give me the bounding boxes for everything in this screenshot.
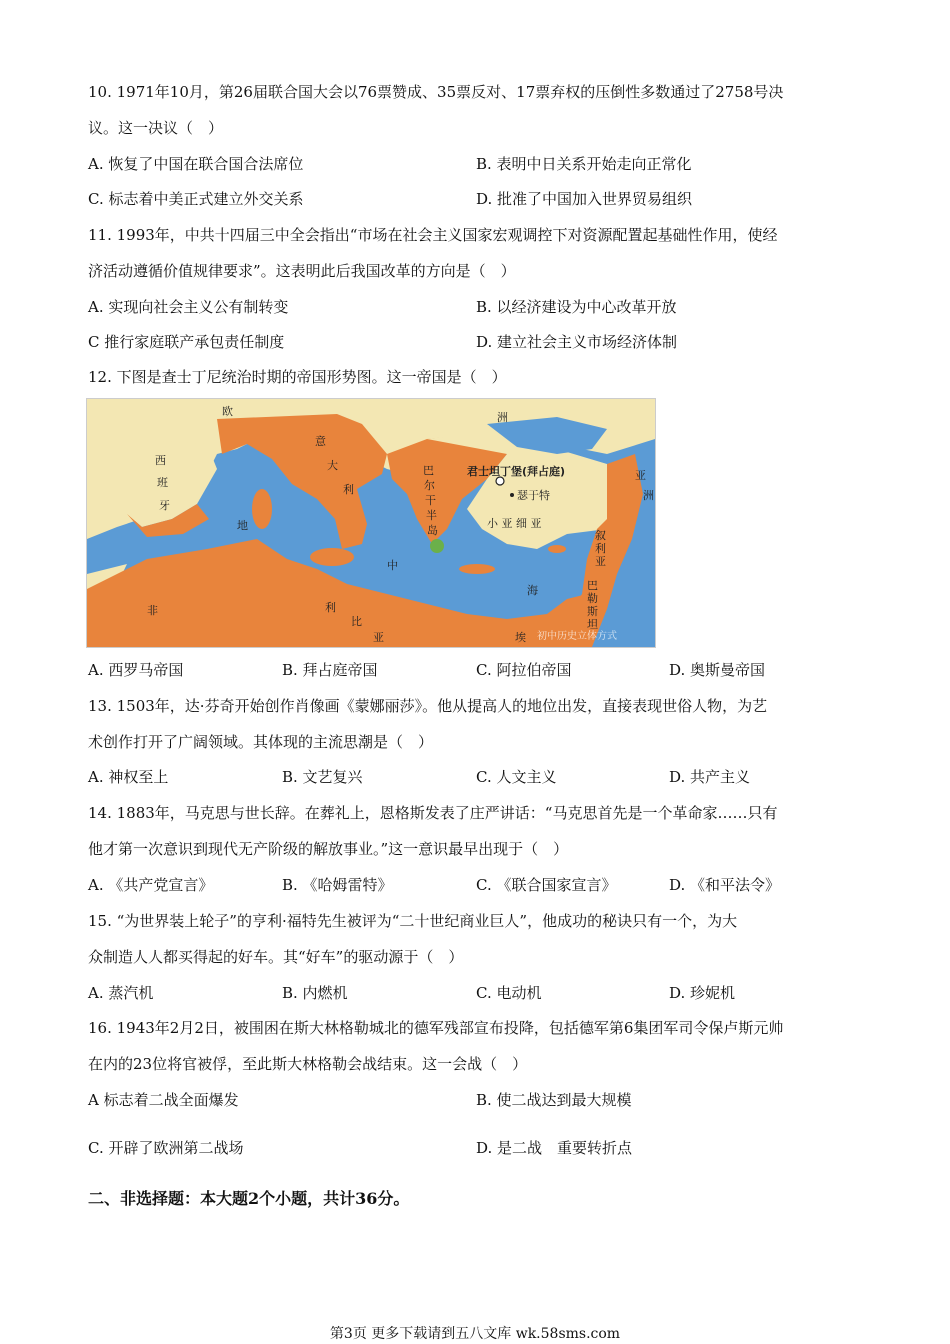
map-label-africa: 非 bbox=[147, 604, 158, 617]
map-label-med-2: 中 bbox=[387, 559, 398, 572]
map-label-balkan-2: 尔 bbox=[424, 479, 435, 492]
q10-stem-line-1: 10. 1971年10月，第26届联合国大会以76票赞成、35票反对、17票弃权的压倒性多数通过了2758号决 bbox=[88, 83, 784, 101]
map-label-syria-3: 亚 bbox=[595, 555, 606, 568]
map-label-spain-3: 牙 bbox=[159, 499, 170, 512]
q16-stem-line-2: 在内的23位将官被俘，至此斯大林格勒会战结束。这一会战（ ） bbox=[88, 1055, 528, 1073]
section-title: 二、非选择题：本大题2个小题，共计36分。 bbox=[88, 1189, 410, 1208]
map-label-asia-2: 洲 bbox=[643, 489, 654, 502]
map-sicily bbox=[310, 548, 354, 566]
q12-option-c: C. 阿拉伯帝国 bbox=[476, 661, 572, 679]
q14-option-a: A. 《共产党宣言》 bbox=[88, 876, 214, 894]
page-footer: 第3页 更多下载请到五八文库 wk.58sms.com bbox=[329, 1326, 621, 1342]
q11-stem-line-1: 11. 1993年，中共十四届三中全会指出“市场在社会主义国家宏观调控下对资源配置起基础性作用，使经 bbox=[88, 226, 778, 244]
q11-stem-line-2: 济活动遵循价值规律要求”。这表明此后我国改革的方向是（ ） bbox=[88, 262, 516, 280]
q12-option-d: D. 奥斯曼帝国 bbox=[669, 661, 766, 679]
map-label-syria-2: 利 bbox=[595, 542, 606, 555]
q11-option-c: C 推行家庭联产承包责任制度 bbox=[88, 333, 285, 351]
q15-option-b: B. 内燃机 bbox=[282, 984, 348, 1002]
map-label-europe-2: 洲 bbox=[497, 411, 508, 424]
map-label-asia-1: 亚 bbox=[635, 469, 646, 482]
map-label-libya-2: 比 bbox=[351, 615, 362, 628]
map-label-sevastia: 瑟于特 bbox=[517, 489, 550, 502]
q11-option-d: D. 建立社会主义市场经济体制 bbox=[476, 333, 678, 351]
q16-option-b: B. 使二战达到最大规模 bbox=[476, 1091, 632, 1109]
map-label-pal-2: 勒 bbox=[587, 592, 598, 605]
q11-option-a: A. 实现向社会主义公有制转变 bbox=[88, 298, 289, 316]
map-watermark: 初中历史立体方式 bbox=[537, 631, 617, 642]
map-label-spain-2: 班 bbox=[157, 476, 168, 489]
q13-option-c: C. 人文主义 bbox=[476, 768, 557, 786]
map-label-asia-minor: 小 亚 细 亚 bbox=[487, 517, 542, 530]
q13-option-b: B. 文艺复兴 bbox=[282, 768, 363, 786]
q16-stem-line-1: 16. 1943年2月2日，被围困在斯大林格勒城北的德军残部宣布投降，包括德军第6集团军司令保卢斯元帅 bbox=[88, 1019, 784, 1037]
q12-option-a: A. 西罗马帝国 bbox=[88, 661, 184, 679]
q11-option-b: B. 以经济建设为中心改革开放 bbox=[476, 298, 677, 316]
q15-option-d: D. 珍妮机 bbox=[669, 984, 736, 1002]
map-label-libya-1: 利 bbox=[325, 601, 336, 614]
q10-option-b: B. 表明中日关系开始走向正常化 bbox=[476, 155, 692, 173]
q10-stem-line-2: 议。这一决议（ ） bbox=[88, 119, 224, 137]
q10-option-c: C. 标志着中美正式建立外交关系 bbox=[88, 190, 304, 208]
map-crete bbox=[459, 564, 495, 574]
byzantine-empire-map bbox=[86, 398, 656, 648]
q15-stem-line-1: 15. “为世界装上轮子”的亨利·福特先生被评为“二十世纪商业巨人”，他成功的秘诀只有一个，为大 bbox=[88, 912, 738, 930]
q15-stem-line-2: 众制造人人都买得起的好车。其“好车”的驱动源于（ ） bbox=[88, 948, 464, 966]
map-greece-marker bbox=[430, 539, 444, 553]
map-capital-marker bbox=[496, 477, 504, 485]
map-label-italy-3: 利 bbox=[343, 483, 354, 496]
map-label-balkan-3: 干 bbox=[425, 494, 436, 507]
map-label-italy-2: 大 bbox=[327, 459, 338, 472]
q10-option-a: A. 恢复了中国在联合国合法席位 bbox=[88, 155, 304, 173]
q14-option-b: B. 《哈姆雷特》 bbox=[282, 876, 393, 894]
q14-stem-line-2: 他才第一次意识到现代无产阶级的解放事业。”这一意识最早出现于（ ） bbox=[88, 840, 569, 858]
q15-option-c: C. 电动机 bbox=[476, 984, 542, 1002]
q13-stem-line-1: 13. 1503年，达·芬奇开始创作肖像画《蒙娜丽莎》。他从提高人的地位出发，直接表现世俗人物，为艺 bbox=[88, 697, 768, 715]
map-label-med-3: 海 bbox=[527, 584, 538, 597]
q16-option-a: A 标志着二战全面爆发 bbox=[88, 1091, 239, 1109]
map-label-pal-4: 坦 bbox=[587, 618, 598, 631]
map-label-egypt: 埃 bbox=[515, 631, 526, 644]
map-city-marker bbox=[510, 493, 514, 497]
q10-option-d: D. 批准了中国加入世界贸易组织 bbox=[476, 190, 693, 208]
map-label-balkan-1: 巴 bbox=[423, 464, 434, 477]
q13-option-d: D. 共产主义 bbox=[669, 768, 751, 786]
map-label-balkan-5: 岛 bbox=[427, 524, 438, 537]
map-label-syria-1: 叙 bbox=[595, 529, 606, 542]
q12-option-b: B. 拜占庭帝国 bbox=[282, 661, 378, 679]
map-label-balkan-4: 半 bbox=[426, 509, 437, 522]
map-label-pal-1: 巴 bbox=[587, 579, 598, 592]
map-label-pal-3: 斯 bbox=[587, 605, 598, 618]
map-cyprus bbox=[548, 545, 566, 553]
map-label-constantinople: 君士坦丁堡(拜占庭) bbox=[467, 465, 566, 478]
q13-option-a: A. 神权至上 bbox=[88, 768, 169, 786]
map-sardinia bbox=[252, 489, 272, 529]
q12-stem-line-1: 12. 下图是查士丁尼统治时期的帝国形势图。这一帝国是（ ） bbox=[88, 368, 507, 386]
map-label-europe-1: 欧 bbox=[222, 405, 233, 418]
q13-stem-line-2: 术创作打开了广阔领域。其体现的主流思潮是（ ） bbox=[88, 733, 434, 751]
map-label-italy-1: 意 bbox=[315, 435, 326, 448]
map-label-libya-3: 亚 bbox=[373, 631, 384, 644]
q16-option-c: C. 开辟了欧洲第二战场 bbox=[88, 1139, 244, 1157]
q14-stem-line-1: 14. 1883年，马克思与世长辞。在葬礼上，恩格斯发表了庄严讲话：“马克思首先是一个革命家……只有 bbox=[88, 804, 778, 822]
q15-option-a: A. 蒸汽机 bbox=[88, 984, 154, 1002]
q16-option-d: D. 是二战 重要转折点 bbox=[476, 1139, 633, 1157]
map-label-spain-1: 西 bbox=[155, 454, 166, 467]
q14-option-c: C. 《联合国家宣言》 bbox=[476, 876, 617, 894]
map-label-med-1: 地 bbox=[237, 519, 248, 532]
q14-option-d: D. 《和平法令》 bbox=[669, 876, 781, 894]
